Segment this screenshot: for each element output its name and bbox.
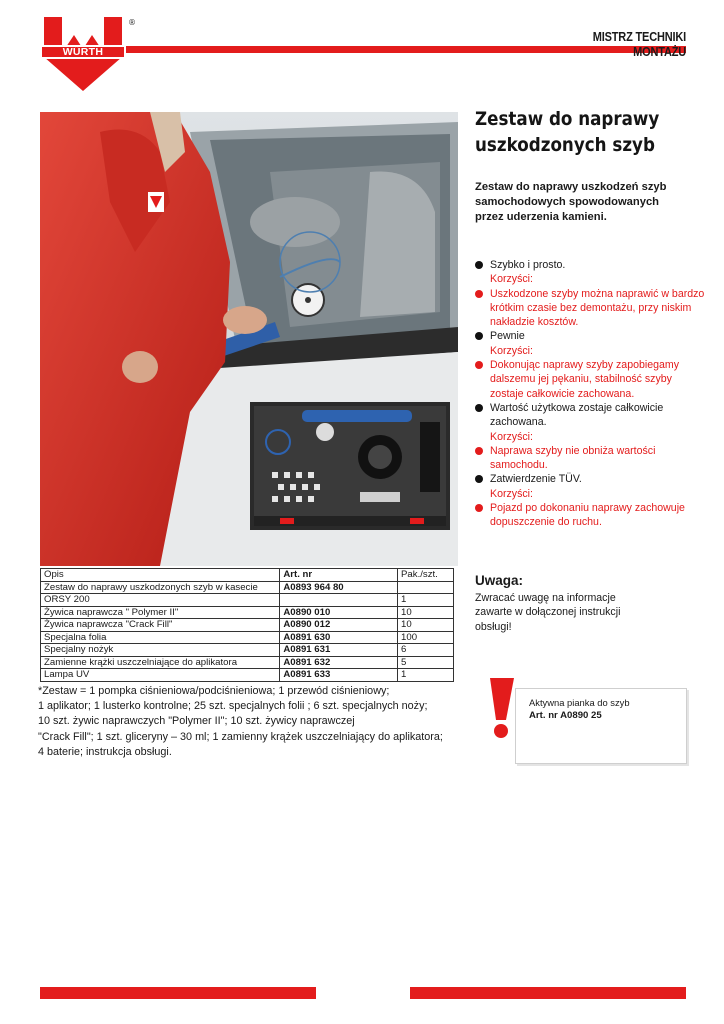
bullet-icon <box>475 290 483 298</box>
feature-item: Zatwierdzenie TÜV. <box>473 472 705 486</box>
page-subtitle: Zestaw do naprawy uszkodzeń szyb samochodowych spowodowanych przez uderzenia kamieni. <box>475 181 667 223</box>
cell-pak: 1 <box>398 669 454 682</box>
table-row <box>41 594 454 607</box>
feature-item: Dokonując naprawy szyby zapobiegamy dalszemu jej pękaniu, stabilność szyby zostaje całkowicie zachowana. <box>473 358 705 401</box>
table-header-row <box>41 569 454 582</box>
cell-art: A0891 632 <box>280 656 398 669</box>
table-row <box>41 631 454 644</box>
bullet-icon <box>475 404 483 412</box>
bullet-icon <box>475 361 483 369</box>
header-rule <box>40 46 686 53</box>
bullet-icon <box>475 475 483 483</box>
cell-opis: Lampa UV <box>41 669 280 682</box>
feature-list <box>473 258 705 530</box>
cell-opis: Żywica naprawcza " Polymer II" <box>41 606 280 619</box>
header-title <box>593 30 686 59</box>
feature-item: Korzyści: <box>490 487 533 500</box>
registered-mark: ® <box>128 18 136 27</box>
bullet-icon <box>475 447 483 455</box>
footer-bar-right <box>410 987 686 999</box>
feature-item: Korzyści: <box>490 273 533 286</box>
feature-item: Szybko i prosto. <box>473 258 705 272</box>
cell-art: A0890 010 <box>280 606 398 619</box>
cell-opis: Specjalny nożyk <box>41 644 280 657</box>
cell-art: A0893 964 80 <box>280 581 398 594</box>
bullet-icon <box>475 261 483 269</box>
cell-pak <box>398 581 454 594</box>
bullet-icon <box>475 504 483 512</box>
feature-item: Uszkodzone szyby można naprawić w bardzo krótkim czasie bez demontażu, przy niskim nakładzie kosztów. <box>473 287 705 330</box>
info-box <box>515 688 687 764</box>
feature-item: Naprawa szyby nie obniża wartości samochodu. <box>473 444 705 473</box>
cell-pak: 1 <box>398 594 454 607</box>
kit-contents-note <box>38 684 468 760</box>
table-row <box>41 606 454 619</box>
cell-art: A0890 012 <box>280 619 398 632</box>
table-row <box>41 619 454 632</box>
cell-art: A0891 630 <box>280 631 398 644</box>
cell-opis: Zamienne krążki uszczelniające do aplikatora <box>41 656 280 669</box>
cell-pak: 100 <box>398 631 454 644</box>
cell-opis: Zestaw do naprawy uszkodzonych szyb w kasecie <box>41 581 280 594</box>
feature-item: Korzyści: <box>490 344 533 357</box>
info-line-1: Aktywna pianka do szyb <box>529 697 630 708</box>
cell-opis: Specjalna folia <box>41 631 280 644</box>
note-line: "Crack Fill"; 1 szt. gliceryny – 30 ml; 1 zamienny krążek uszczelniający do aplikatora; <box>38 730 443 743</box>
header-line-1: MISTRZ TECHNIKI <box>592 30 686 44</box>
logo-text: WÜRTH <box>62 46 104 58</box>
cell-art <box>280 594 398 607</box>
warning-text: Zwracać uwagę na informacje zawarte w dołączonej instrukcji obsługi! <box>475 592 621 633</box>
bullet-icon <box>475 332 483 340</box>
cell-pak: 10 <box>398 606 454 619</box>
table-row <box>41 581 454 594</box>
note-line: 4 baterie; instrukcja obsługi. <box>38 745 172 758</box>
header-pak: Pak./szt. <box>398 569 454 582</box>
header-line-2: MONTAŻU <box>633 45 686 59</box>
footer-bar-left <box>40 987 316 999</box>
feature-item: Pewnie <box>473 329 705 343</box>
table-row <box>41 669 454 682</box>
warning-title: Uwaga: <box>475 573 524 588</box>
cell-art: A0891 631 <box>280 644 398 657</box>
exclamation-icon <box>484 676 518 740</box>
info-line-2: Art. nr A0890 25 <box>529 710 602 721</box>
note-line: 1 aplikator; 1 lusterko kontrolne; 25 szt. specjalnych folii ; 6 szt. specjalnych noży; <box>38 700 428 713</box>
product-photo <box>40 112 458 566</box>
cell-pak: 5 <box>398 656 454 669</box>
table-row <box>41 644 454 657</box>
cell-opis: ORSY 200 <box>41 594 280 607</box>
cell-opis: Żywica naprawcza "Crack Fill" <box>41 619 280 632</box>
product-table <box>40 568 454 682</box>
note-line: *Zestaw = 1 pompka ciśnieniowa/podciśnieniowa; 1 przewód ciśnieniowy; <box>38 685 390 697</box>
cell-art: A0891 633 <box>280 669 398 682</box>
feature-item: Korzyści: <box>490 430 533 443</box>
page-title: Zestaw do naprawy uszkodzonych szyb <box>475 108 660 156</box>
header-opis: Opis <box>41 569 280 582</box>
cell-pak: 10 <box>398 619 454 632</box>
feature-item: Pojazd po dokonaniu naprawy zachowuje dopuszczenie do ruchu. <box>473 501 705 530</box>
table-row <box>41 656 454 669</box>
feature-item: Wartość użytkowa zostaje całkowicie zachowana. <box>473 401 705 430</box>
note-line: 10 szt. żywic naprawczych "Polymer II"; 10 szt. żywicy naprawczej <box>38 715 355 728</box>
cell-pak: 6 <box>398 644 454 657</box>
header-art-nr: Art. nr <box>280 569 398 582</box>
